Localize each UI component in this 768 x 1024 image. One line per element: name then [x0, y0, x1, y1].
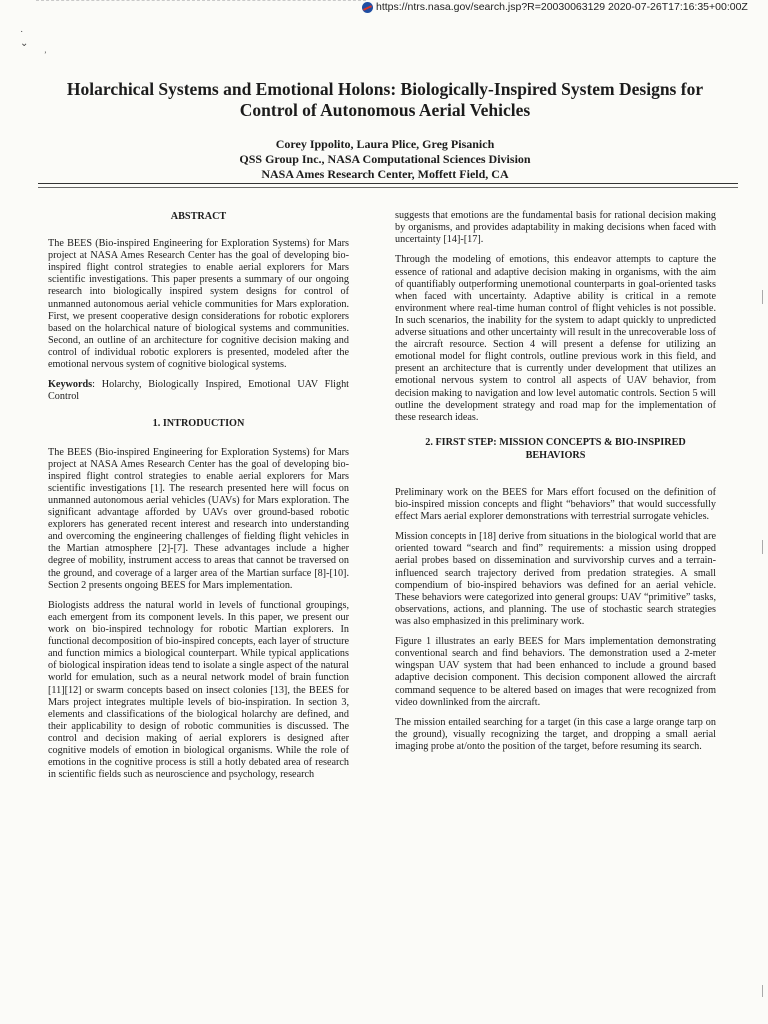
scan-edge-mark — [762, 985, 763, 997]
scan-edge-mark — [762, 290, 763, 304]
paper-title: Holarchical Systems and Emotional Holons: Biologically-Inspired System Designs for Control of Autonomous Aerial Vehicles — [66, 79, 704, 120]
margin-mark-icon: ˙ — [20, 30, 24, 41]
location-line: NASA Ames Research Center, Moffett Field, CA — [261, 167, 509, 181]
keywords-text: : Holarchy, Biologically Inspired, Emotional UAV Flight Control — [48, 379, 349, 403]
intro-paragraph-1: The BEES (Bio-inspired Engineering for Exploration Systems) for Mars project at NASA Ames Research Center has the goal of developing bio-inspired flight control strategies to enable aerial explorers for Mars scientific investigations [1]. The research presented here will focus on unmanned autonomous aerial vehicles (UAVs) for Mars exploration. The significant advantage afforded by UAVs over ground-based robotic explorers has generated recent interest and research into understanding and overcoming the engineering challenges of fielding flight vehicles in the Martian atmosphere [2]-[7]. These advantages include a higher degree of mobility, instrument access to areas that cannot be traversed on the ground, and coverage of a larger area of the Martian surface [8]-[10]. Section 2 presents ongoing BEES for Mars implementation. — [48, 446, 349, 591]
abstract-text: The BEES (Bio-inspired Engineering for Exploration Systems) for Mars project at NASA Ames Research Center has the goal of developing bio-inspired flight control strategies to enable aerial explorers for Mars scientific investigations. This paper presents a summary of our ongoing research into biologically inspired system designs for control of unmanned autonomous aerial vehicle communities for Mars exploration. First, we present cooperative design considerations for robotic explorers based on the holarchical nature of biological systems and communities. Second, an outline of an architecture for cognitive decision making and control of individual robotic explorers is presented, modeled after the emotional nervous system of cognitive biological systems. — [48, 238, 349, 371]
right-paragraph-2: Through the modeling of emotions, this endeavor attempts to capture the essence of rational and adaptive decision making in organisms, with the aim of quantifiably outperforming unemotional counterparts in goal-oriented tasks when faced with uncertainty. Adaptive ability is critical in a remote environment where real-time human control of flight vehicles is not possible. In such scenarios, the inability for the system to adapt quickly to unpredicted adverse situations and other uncertainty will result in the unrecoverable loss of the aircraft resource. Section 4 will present a defense for utilizing an emotional model for flight controls, outline previous work in this field, and present an architecture that is currently under development that utilizes an emotional nervous system to control all aspects of UAV behavior, from decision making to navigation and low level automatic controls. Section 5 will outline the development strategy and road map for the implementation of these research ideas. — [395, 254, 716, 423]
header-divider — [38, 187, 738, 188]
introduction-heading: 1. INTRODUCTION — [152, 417, 245, 429]
right-paragraph-3: Preliminary work on the BEES for Mars effort focused on the definition of bio-inspired mission concepts and flight “behaviors” that would successfully effect Mars aerial explorer demonstrations with terrestrial surrogate vehicles. — [395, 486, 716, 522]
author-block — [40, 137, 730, 182]
section-2-heading: 2. FIRST STEP: MISSION CONCEPTS & BIO-INSPIRED BEHAVIORS — [425, 436, 686, 461]
keywords-label: Keywords — [48, 379, 93, 391]
left-column — [48, 211, 349, 790]
right-paragraph-6: The mission entailed searching for a target (in this case a large orange tarp on the ground), visually recognizing the target, and dropping a small aerial imaging probe at/onto the position of the target, before resuming its search. — [395, 716, 716, 753]
ntrs-url-stamp[interactable] — [362, 1, 748, 13]
right-paragraph-1: suggests that emotions are the fundamental basis for rational decision making by organisms, and provides adaptability in making decisions when faced with uncertainty [14]-[17]. — [395, 210, 716, 246]
right-paragraph-5: Figure 1 illustrates an early BEES for Mars implementation demonstrating conventional search and find behaviors. The demonstration used a 2-meter wingspan UAV system that had been enhanced to include a ground based adaptive decision component. This decision component allowed the aircraft command sequence to be altered based on images that were recognized from video downlinked from the aircraft. — [395, 636, 716, 708]
nasa-logo-icon — [362, 2, 373, 13]
margin-mark-icon: ⌄ — [20, 38, 29, 49]
intro-paragraph-2: Biologists address the natural world in levels of functional groupings, each emergent from its component levels. In this paper, we present our work on bio-inspired technology for robotic Martian explorers. In functional decomposition of bio-inspired concepts, each layer of structure and function mimics a biological counterpart. While typical applications of biological inspiration ideas tend to isolate a single aspect of the natural world for emulation, such as a neural network model of brain function [11][12] or swarm concepts based on insect colonies [13], the BEES for Mars project integrates multiple levels of bio-inspiration. In section 3, elements and classifications of the biological holarchy are defined, and their applicability to design of robotic communities is discussed. The control and decision making of aerial explorers is designed after cognitive models of emotion in biological organisms. While the role of emotions in the cognitive process is still a hotly debated area of research in scientific fields such as neuroscience and psychology, research — [48, 599, 349, 781]
url-text: https://ntrs.nasa.gov/search.jsp?R=20030063129 2020-07-26T17:16:35+00:00Z — [376, 1, 748, 13]
right-column — [395, 210, 716, 761]
scan-edge-mark — [762, 540, 763, 554]
header-divider — [38, 183, 738, 184]
margin-mark-icon: ’ — [44, 50, 47, 59]
affiliation-line: QSS Group Inc., NASA Computational Sciences Division — [239, 152, 531, 166]
authors-line: Corey Ippolito, Laura Plice, Greg Pisanich — [275, 137, 495, 151]
abstract-heading: ABSTRACT — [170, 211, 227, 222]
keywords-paragraph — [48, 379, 349, 403]
scan-artifact-line — [36, 0, 366, 3]
right-paragraph-4: Mission concepts in [18] derive from situations in the biological world that are oriented toward “search and find” requirements: a mission using dropped aerial probes based on dissemination and survivorship curves and a terrain-influenced search trajectory derived from predation strategies. A small compendium of bio-inspired behaviors was defined for an aerial vehicle. These behaviors were categorized into general groups: UAV “primitive” tasks, observations, actions, and planning. The use of stochastic search strategies was also emphasized in this preliminary work. — [395, 531, 716, 627]
